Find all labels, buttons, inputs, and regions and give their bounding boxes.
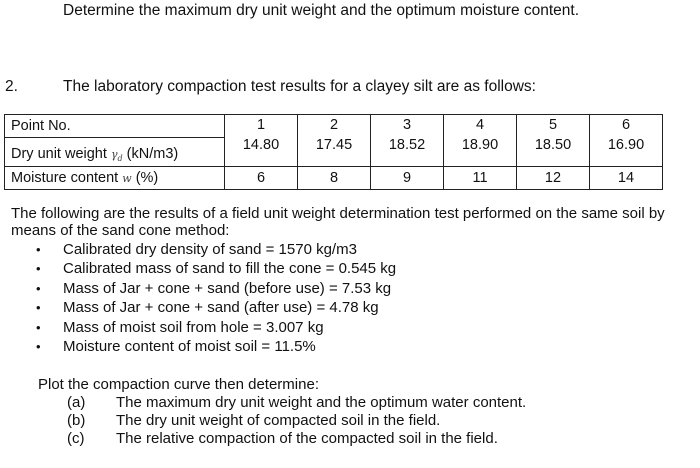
task-text-a: The maximum dry unit weight and the optimum water content.: [116, 394, 527, 411]
task-label-c: (c): [67, 430, 85, 447]
moisture-content-6: 14: [590, 167, 663, 190]
moisture-content-1: 6: [225, 167, 298, 190]
task-label-b: (b): [67, 412, 86, 429]
field-test-intro: The following are the results of a field unit weight determination test performed on the same soil by means of the sand cone method:: [11, 205, 665, 239]
dry-unit-weight-unit: (kN/m3): [126, 146, 179, 163]
bullet-icon: •: [36, 300, 41, 316]
dry-unit-weight-4: 18.90: [461, 137, 499, 153]
bullet-icon: •: [36, 242, 41, 257]
point-no-3: 3: [402, 117, 412, 133]
row-label-point-no: Point No.: [5, 115, 225, 138]
gamma-d-symbol: $\gamma_d$: [110, 148, 123, 164]
question-number: 2.: [5, 78, 18, 95]
dry-unit-weight-5: 18.50: [534, 137, 572, 153]
point-cell-1: [225, 115, 298, 167]
moisture-content-3: 9: [371, 167, 444, 190]
dry-unit-weight-label: Dry unit weight: [11, 146, 107, 163]
moisture-content-unit: (%): [135, 170, 159, 186]
bullet-icon: •: [36, 280, 41, 296]
list-item: • Mass of Jar + cone + sand (after use) = 4.78 kg: [36, 299, 379, 317]
dry-unit-weight-2: 17.45: [315, 137, 353, 153]
bullet-icon: •: [36, 338, 41, 354]
table-row-point-no: [5, 115, 663, 138]
list-item: • Mass of Jar + cone + sand (before use) = 7.53 kg: [36, 279, 392, 297]
list-item: • Calibrated dry density of sand = 1570 kg/m3: [36, 241, 357, 258]
w-symbol: w: [122, 172, 132, 185]
dry-unit-weight-3: 18.52: [388, 137, 426, 153]
point-no-5: 5: [548, 117, 558, 133]
point-no-4: 4: [475, 117, 485, 133]
moisture-content-4: 11: [444, 167, 517, 190]
moisture-content-5: 12: [517, 167, 590, 190]
point-cell-2: [298, 115, 371, 167]
row-label-dry-unit-weight: [5, 138, 225, 167]
point-no-2: 2: [329, 117, 339, 133]
point-no-6: 6: [621, 117, 631, 133]
point-cell-6: [590, 115, 663, 167]
list-item: • Moisture content of moist soil = 11.5%: [36, 337, 316, 355]
dry-unit-weight-6: 16.90: [607, 137, 645, 153]
tasks-intro: Plot the compaction curve then determine:: [38, 376, 319, 393]
question-prompt: The laboratory compaction test results for a clayey silt are as follows:: [63, 78, 536, 95]
task-label-a: (a): [67, 394, 86, 411]
point-cell-3: [371, 115, 444, 167]
list-item: • Mass of moist soil from hole = 3.007 kg: [36, 318, 324, 336]
moisture-content-2: 8: [298, 167, 371, 190]
previous-question-tail: Determine the maximum dry unit weight and the optimum moisture content.: [63, 2, 580, 19]
point-no-1: 1: [256, 117, 266, 133]
task-text-b: The dry unit weight of compacted soil in the field.: [116, 412, 441, 429]
point-cell-4: [444, 115, 517, 167]
compaction-results-table: [4, 114, 663, 190]
row-label-moisture-content: [5, 167, 225, 190]
field-test-list: [36, 240, 396, 356]
task-text-c: The relative compaction of the compacted soil in the field.: [116, 430, 498, 447]
bullet-icon: •: [36, 319, 41, 335]
bullet-icon: •: [36, 261, 41, 277]
table-row-moisture-content: [5, 167, 663, 190]
dry-unit-weight-1: 14.80: [242, 137, 280, 153]
moisture-content-label: Moisture content: [11, 170, 119, 186]
point-cell-5: [517, 115, 590, 167]
list-item: • Calibrated mass of sand to fill the cone = 0.545 kg: [36, 260, 397, 278]
